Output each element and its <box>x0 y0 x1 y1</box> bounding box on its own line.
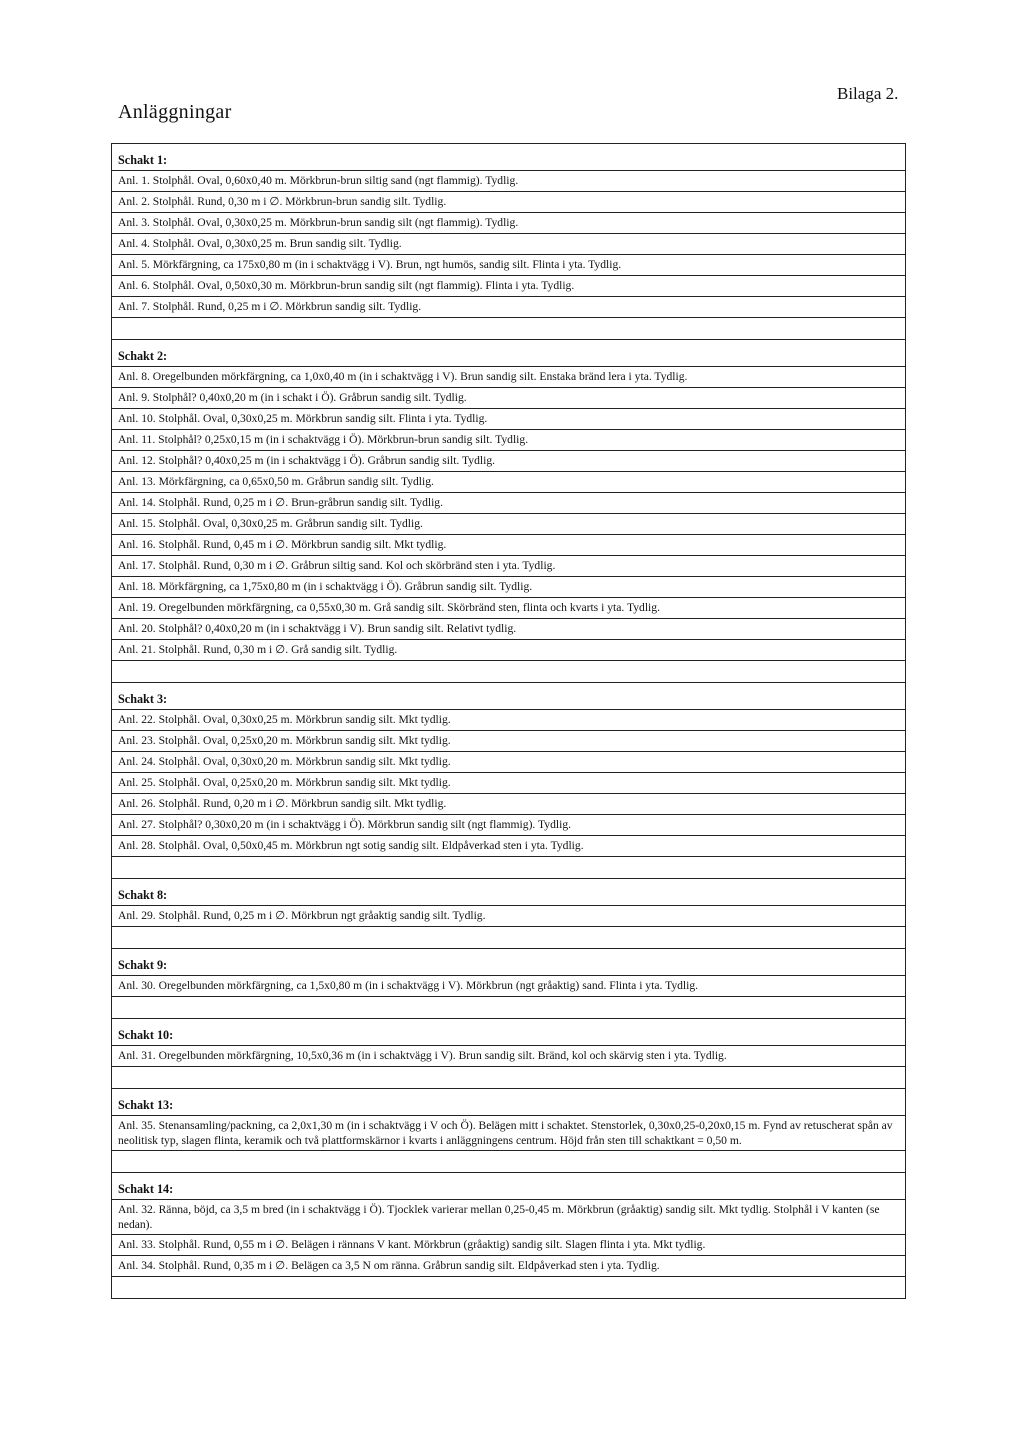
feature-row: Anl. 19. Oregelbunden mörkfärgning, ca 0,55x0,30 m. Grå sandig silt. Skörbränd sten, flinta och kvarts i yta. Tydlig. <box>112 598 905 619</box>
feature-row: Anl. 29. Stolphål. Rund, 0,25 m i ∅. Mörkbrun ngt gråaktig sandig silt. Tydlig. <box>112 906 905 927</box>
feature-row: Anl. 6. Stolphål. Oval, 0,50x0,30 m. Mörkbrun-brun sandig silt (ngt flammig). Flinta i yta. Tydlig. <box>112 276 905 297</box>
feature-row: Anl. 4. Stolphål. Oval, 0,30x0,25 m. Brun sandig silt. Tydlig. <box>112 234 905 255</box>
section-heading: Schakt 3: <box>112 683 905 710</box>
section-heading: Schakt 13: <box>112 1089 905 1116</box>
feature-row: Anl. 28. Stolphål. Oval, 0,50x0,45 m. Mörkbrun ngt sotig sandig silt. Eldpåverkad sten i yta. Tydlig. <box>112 836 905 857</box>
feature-row: Anl. 16. Stolphål. Rund, 0,45 m i ∅. Mörkbrun sandig silt. Mkt tydlig. <box>112 535 905 556</box>
feature-row: Anl. 20. Stolphål? 0,40x0,20 m (in i schaktvägg i V). Brun sandig silt. Relativt tydlig. <box>112 619 905 640</box>
feature-row: Anl. 34. Stolphål. Rund, 0,35 m i ∅. Belägen ca 3,5 N om ränna. Gråbrun sandig silt. Eldpåverkad sten i yta. Tydlig. <box>112 1256 905 1277</box>
feature-row: Anl. 24. Stolphål. Oval, 0,30x0,20 m. Mörkbrun sandig silt. Mkt tydlig. <box>112 752 905 773</box>
blank-row <box>112 1151 905 1173</box>
feature-row: Anl. 11. Stolphål? 0,25x0,15 m (in i schaktvägg i Ö). Mörkbrun-brun sandig silt. Tydlig. <box>112 430 905 451</box>
section-heading: Schakt 14: <box>112 1173 905 1200</box>
features-table <box>111 143 906 1299</box>
feature-row: Anl. 21. Stolphål. Rund, 0,30 m i ∅. Grå sandig silt. Tydlig. <box>112 640 905 661</box>
feature-row: Anl. 18. Mörkfärgning, ca 1,75x0,80 m (in i schaktvägg i Ö). Gråbrun sandig silt. Tydlig. <box>112 577 905 598</box>
blank-row <box>112 661 905 683</box>
blank-row <box>112 1277 905 1299</box>
feature-row: Anl. 14. Stolphål. Rund, 0,25 m i ∅. Brun-gråbrun sandig silt. Tydlig. <box>112 493 905 514</box>
blank-row <box>112 318 905 340</box>
feature-row: Anl. 30. Oregelbunden mörkfärgning, ca 1,5x0,80 m (in i schaktvägg i V). Mörkbrun (ngt gråaktig) sand. Flinta i yta. Tydlig. <box>112 976 905 997</box>
feature-row: Anl. 25. Stolphål. Oval, 0,25x0,20 m. Mörkbrun sandig silt. Mkt tydlig. <box>112 773 905 794</box>
feature-row: Anl. 23. Stolphål. Oval, 0,25x0,20 m. Mörkbrun sandig silt. Mkt tydlig. <box>112 731 905 752</box>
feature-row: Anl. 2. Stolphål. Rund, 0,30 m i ∅. Mörkbrun-brun sandig silt. Tydlig. <box>112 192 905 213</box>
feature-row: Anl. 31. Oregelbunden mörkfärgning, 10,5x0,36 m (in i schaktvägg i V). Brun sandig silt. Bränd, kol och skärvig sten i yta. Tydlig. <box>112 1046 905 1067</box>
section-heading: Schakt 1: <box>112 144 905 171</box>
feature-row: Anl. 3. Stolphål. Oval, 0,30x0,25 m. Mörkbrun-brun sandig silt (ngt flammig). Tydlig. <box>112 213 905 234</box>
section-heading: Schakt 9: <box>112 949 905 976</box>
blank-row <box>112 927 905 949</box>
section-heading: Schakt 2: <box>112 340 905 367</box>
section-heading: Schakt 10: <box>112 1019 905 1046</box>
feature-row: Anl. 5. Mörkfärgning, ca 175x0,80 m (in i schaktvägg i V). Brun, ngt humös, sandig silt. Flinta i yta. Tydlig. <box>112 255 905 276</box>
feature-row: Anl. 12. Stolphål? 0,40x0,25 m (in i schaktvägg i Ö). Gråbrun sandig silt. Tydlig. <box>112 451 905 472</box>
feature-row: Anl. 15. Stolphål. Oval, 0,30x0,25 m. Gråbrun sandig silt. Tydlig. <box>112 514 905 535</box>
blank-row <box>112 857 905 879</box>
blank-row <box>112 997 905 1019</box>
appendix-label: Bilaga 2. <box>837 84 899 103</box>
section-heading: Schakt 8: <box>112 879 905 906</box>
feature-row: Anl. 22. Stolphål. Oval, 0,30x0,25 m. Mörkbrun sandig silt. Mkt tydlig. <box>112 710 905 731</box>
feature-row: Anl. 9. Stolphål? 0,40x0,20 m (in i schakt i Ö). Gråbrun sandig silt. Tydlig. <box>112 388 905 409</box>
feature-row: Anl. 17. Stolphål. Rund, 0,30 m i ∅. Gråbrun siltig sand. Kol och skörbränd sten i yta. Tydlig. <box>112 556 905 577</box>
feature-row: Anl. 26. Stolphål. Rund, 0,20 m i ∅. Mörkbrun sandig silt. Mkt tydlig. <box>112 794 905 815</box>
page-title: Anläggningar <box>118 101 232 123</box>
feature-row: Anl. 32. Ränna, böjd, ca 3,5 m bred (in i schaktvägg i Ö). Tjocklek varierar mellan 0,25-0,45 m. Mörkbrun (gråaktig) sandig silt. Mkt tydlig. Stolphål i V kanten (se nedan). <box>112 1200 905 1235</box>
feature-row: Anl. 35. Stenansamling/packning, ca 2,0x1,30 m (in i schaktvägg i V och Ö). Belägen mitt i schaktet. Stenstorlek, 0,30x0,25-0,20x0,15 m. Fynd av retuscherat spån av neolitisk typ, slagen flinta, keramik och två plattformskärnor i kvarts i anläggningens centrum. Höjd från sten till schaktkant = 0,50 m. <box>112 1116 905 1151</box>
feature-row: Anl. 1. Stolphål. Oval, 0,60x0,40 m. Mörkbrun-brun siltig sand (ngt flammig). Tydlig. <box>112 171 905 192</box>
feature-row: Anl. 13. Mörkfärgning, ca 0,65x0,50 m. Gråbrun sandig silt. Tydlig. <box>112 472 905 493</box>
feature-row: Anl. 33. Stolphål. Rund, 0,55 m i ∅. Belägen i rännans V kant. Mörkbrun (gråaktig) sandig silt. Slagen flinta i yta. Mkt tydlig. <box>112 1235 905 1256</box>
blank-row <box>112 1067 905 1089</box>
feature-row: Anl. 8. Oregelbunden mörkfärgning, ca 1,0x0,40 m (in i schaktvägg i V). Brun sandig silt. Enstaka bränd lera i yta. Tydlig. <box>112 367 905 388</box>
feature-row: Anl. 7. Stolphål. Rund, 0,25 m i ∅. Mörkbrun sandig silt. Tydlig. <box>112 297 905 318</box>
feature-row: Anl. 10. Stolphål. Oval, 0,30x0,25 m. Mörkbrun sandig silt. Flinta i yta. Tydlig. <box>112 409 905 430</box>
feature-row: Anl. 27. Stolphål? 0,30x0,20 m (in i schaktvägg i Ö). Mörkbrun sandig silt (ngt flammig). Tydlig. <box>112 815 905 836</box>
